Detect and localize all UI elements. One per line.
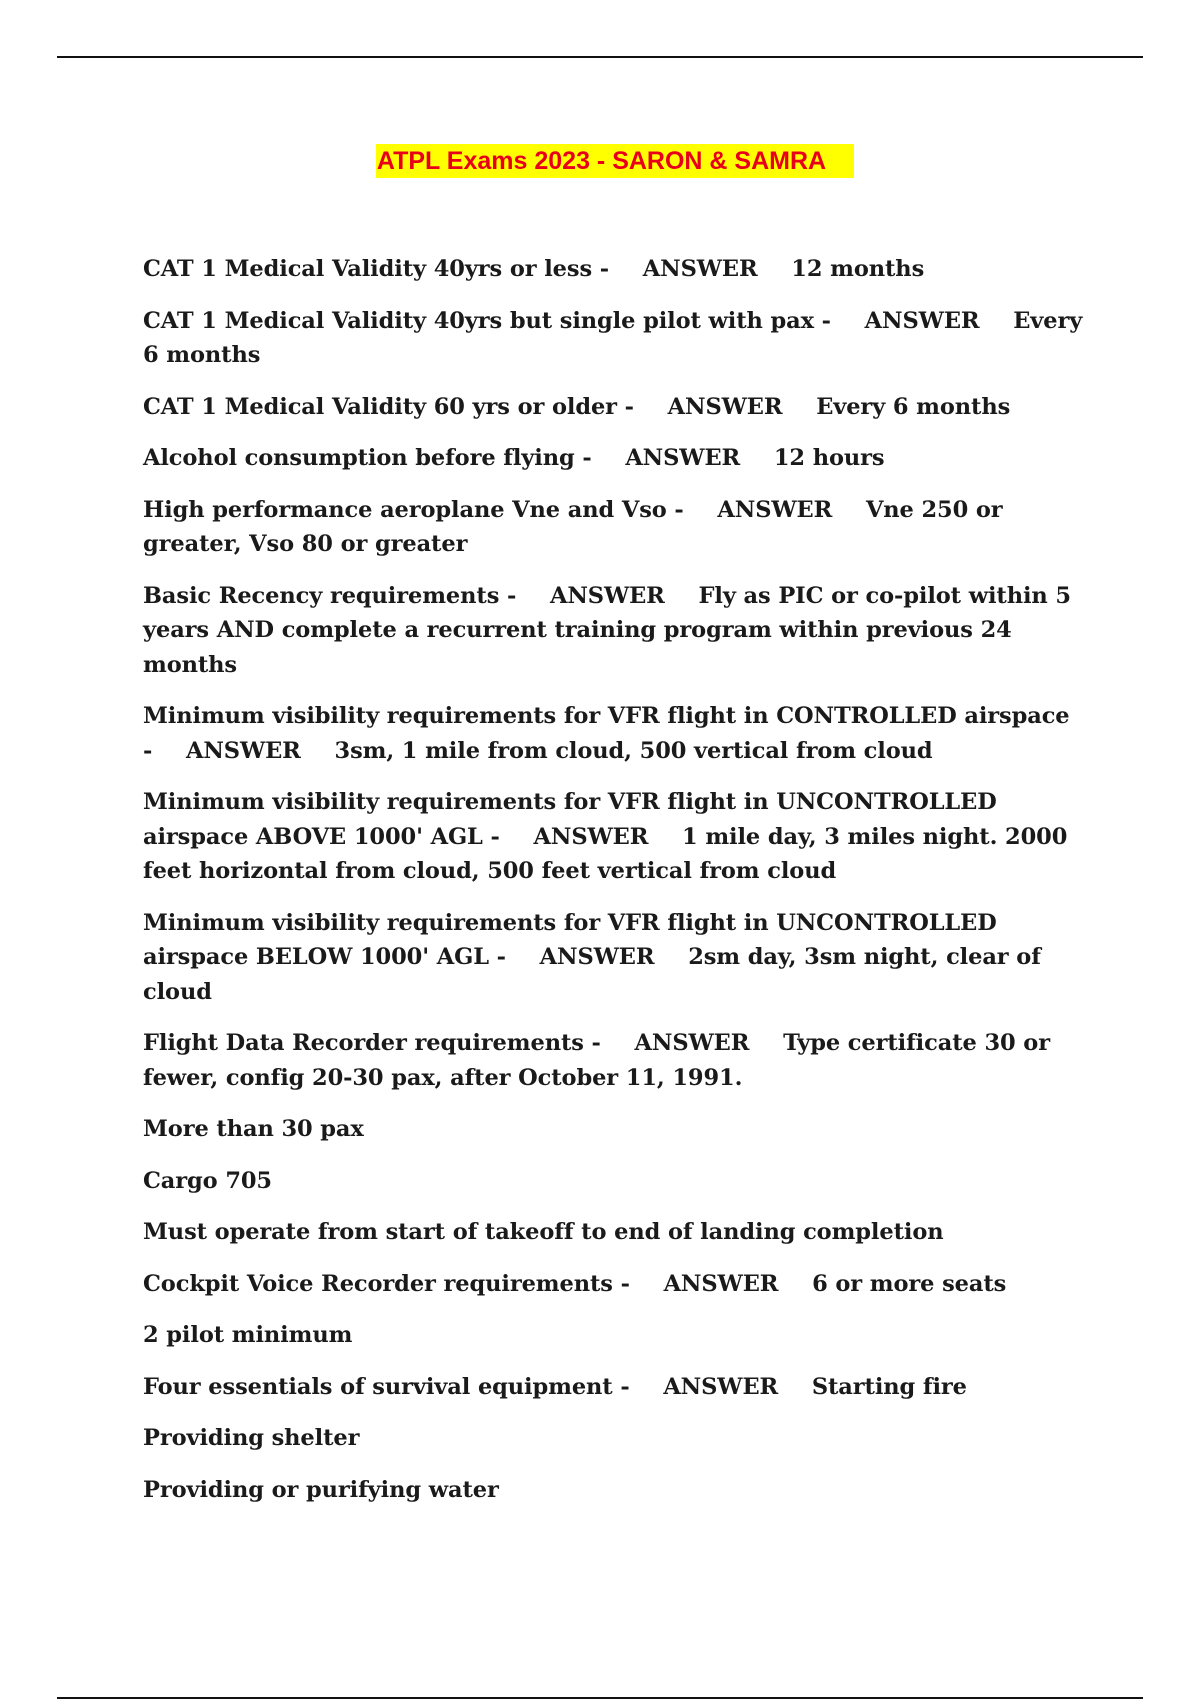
answer-text: Starting fire	[811, 1373, 967, 1400]
qa-entry	[143, 493, 1103, 562]
separator: -	[499, 582, 517, 609]
separator: -	[482, 823, 500, 850]
qa-entry	[143, 1267, 1103, 1302]
answer-label: ANSWER	[533, 823, 649, 850]
answer-label: ANSWER	[663, 1373, 779, 1400]
separator: -	[592, 256, 610, 282]
question-text: Minimum visibility requirements for VFR flight in UNCONTROLLED airspace BELOW 1000' AGL	[143, 909, 997, 970]
qa-entry	[143, 1370, 1103, 1405]
answer-text: 3sm, 1 mile from cloud, 500 vertical from cloud	[334, 737, 933, 764]
separator: -	[612, 1270, 630, 1297]
qa-entry	[143, 579, 1103, 683]
answer-label: ANSWER	[634, 1030, 750, 1056]
header-rule	[57, 56, 1143, 58]
answer-continuation-line: Cargo 705	[143, 1167, 272, 1194]
answer-text: Fly as PIC or co-pilot within 5 years AND complete a recurrent training program within previous 24 months	[143, 582, 1071, 678]
answer-text: Every 6 months	[816, 393, 1011, 420]
footer-rule	[57, 1697, 1143, 1699]
answer-continuation-line: Providing or purifying water	[143, 1476, 499, 1503]
title-container	[0, 144, 1200, 178]
answer-label: ANSWER	[864, 307, 980, 334]
separator: -	[666, 496, 684, 523]
answer-text: 12 hours	[773, 445, 885, 471]
answer-text: 12 months	[791, 256, 925, 282]
separator: -	[583, 1030, 601, 1056]
qa-entry	[143, 441, 1103, 476]
qa-entry	[143, 252, 1103, 287]
separator: -	[813, 307, 831, 334]
answer-continuation-line: Must operate from start of takeoff to end of landing completion	[143, 1219, 944, 1245]
question-text: Alcohol consumption before flying	[143, 445, 575, 471]
qa-entry	[143, 785, 1103, 889]
separator: -	[616, 393, 634, 420]
document-title: ATPL Exams 2023 - SARON & SAMRA	[376, 144, 854, 178]
separator: -	[488, 944, 506, 970]
question-text: Four essentials of survival equipment	[143, 1373, 613, 1400]
answer-label: ANSWER	[549, 582, 665, 609]
answer-label: ANSWER	[539, 944, 655, 970]
answer-text: Type certificate 30 or fewer, config 20-30 pax, after October 11, 1991.	[143, 1030, 1050, 1091]
question-text: Flight Data Recorder requirements	[143, 1030, 584, 1056]
answer-label: ANSWER	[717, 496, 833, 523]
answer-text: Vne 250 or greater, Vso 80 or greater	[143, 496, 1003, 557]
question-text: Minimum visibility requirements for VFR flight in CONTROLLED airspace	[143, 703, 1070, 729]
qa-entry	[143, 1026, 1103, 1095]
answer-label: ANSWER	[667, 393, 783, 420]
answer-continuation-line: More than 30 pax	[143, 1116, 364, 1142]
question-text: CAT 1 Medical Validity 40yrs but single pilot with pax	[143, 307, 814, 334]
document-body	[143, 252, 1103, 1524]
answer-continuation-line: 2 pilot minimum	[143, 1322, 353, 1348]
qa-entry	[143, 390, 1103, 425]
answer-text: 1 mile day, 3 miles night. 2000 feet horizontal from cloud, 500 feet vertical from cloud	[143, 823, 1068, 884]
separator: -	[574, 445, 592, 471]
question-text: CAT 1 Medical Validity 60 yrs or older	[143, 393, 617, 420]
answer-label: ANSWER	[642, 256, 758, 282]
separator: -	[612, 1373, 630, 1400]
qa-entry	[143, 699, 1103, 768]
question-text: High performance aeroplane Vne and Vso	[143, 496, 667, 523]
question-text: Basic Recency requirements	[143, 582, 500, 609]
qa-entry	[143, 906, 1103, 1010]
answer-continuation-line: Providing shelter	[143, 1425, 360, 1451]
question-text: Cockpit Voice Recorder requirements	[143, 1270, 613, 1297]
answer-label: ANSWER	[185, 737, 301, 764]
separator: -	[143, 737, 153, 764]
answer-text: 6 or more seats	[812, 1270, 1007, 1297]
question-text: Minimum visibility requirements for VFR flight in UNCONTROLLED airspace ABOVE 1000' AGL	[143, 789, 997, 850]
question-text: CAT 1 Medical Validity 40yrs or less	[143, 256, 593, 282]
answer-text: Every 6 months	[143, 307, 1083, 368]
answer-text: 2sm day, 3sm night, clear of cloud	[143, 944, 1041, 1005]
qa-entry	[143, 304, 1103, 373]
answer-label: ANSWER	[663, 1270, 779, 1297]
answer-label: ANSWER	[625, 445, 741, 471]
